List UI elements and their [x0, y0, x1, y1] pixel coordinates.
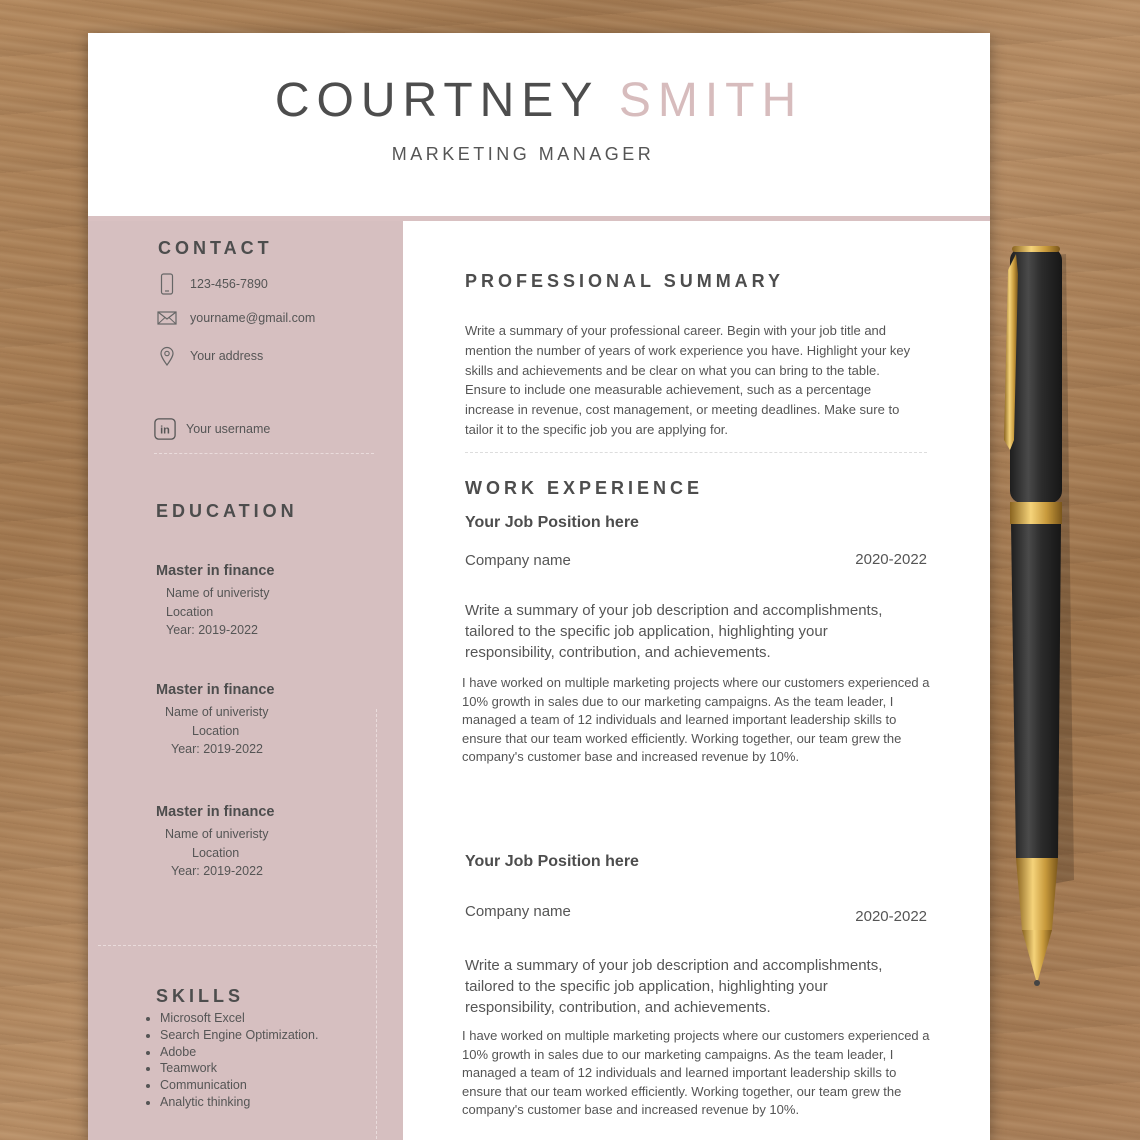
summary-divider — [465, 452, 927, 453]
job-position-1: Your Job Position here — [465, 514, 639, 531]
contact-linkedin — [154, 418, 270, 440]
degree: Master in finance — [156, 682, 275, 698]
sidebar-vertical-divider — [376, 709, 377, 1139]
skills-list — [146, 1010, 318, 1111]
university: Name of univeristy — [165, 827, 269, 841]
full-name — [88, 73, 990, 128]
resume-header — [88, 33, 990, 216]
job-details-2: I have worked on multiple marketing projects where our customers experienced a 10% growth in sales due to our marketing campaigns. As the team leader, I managed a team of 12 individuals and learned important leadership skills to ensure that our team worked efficiently. Working together, our team grew the company's customer base and increased revenue by 10%. — [462, 1028, 930, 1117]
skill-item: • Analytic thinking — [160, 1094, 318, 1111]
skill-item: • Adobe — [160, 1044, 318, 1061]
job-details-1: I have worked on multiple marketing projects where our customers experienced a 10% growth in sales due to our marketing campaigns. As the team leader, I managed a team of 12 individuals and learned important leadership skills to ensure that our team worked efficiently. Working together, our team grew the company's customer base and increased revenue by 10%. — [462, 675, 930, 764]
education-heading: EDUCATION — [156, 501, 298, 521]
education-item-1 — [156, 563, 356, 640]
sidebar — [88, 221, 403, 1140]
contact-phone — [156, 273, 268, 295]
pen-image — [990, 240, 1100, 1000]
first-name: COURTNEY — [274, 74, 599, 127]
year: Year: 2019-2022 — [166, 623, 258, 637]
resume-page — [88, 33, 990, 1140]
company-name-1: Company name — [465, 552, 571, 569]
location: Location — [192, 845, 240, 860]
contact-divider — [154, 453, 374, 454]
svg-text:in: in — [160, 424, 170, 437]
summary-text: Write a summary of your professional career. Begin with your job title and mention the number of years of work experience you have. Highlight your key skills and achievements and be clear on what you can bring to the table. Ensure to include one measurable achievement, such as a percentage increase in revenue, cost management, or meeting deadlines. Make sure to tailor it to the specific job you are applying for. — [465, 323, 911, 437]
contact-email — [156, 307, 315, 329]
skill-item: • Communication — [160, 1077, 318, 1094]
linkedin-text: Your username — [186, 422, 271, 436]
company-name-2: Company name — [465, 903, 571, 920]
skill-item: • Teamwork — [160, 1060, 318, 1077]
job-summary-1: Write a summary of your job description and accomplishments, tailored to the specific job application, highlighting your responsibility, contribution, and achievements. — [465, 602, 883, 661]
skill-item: • Search Engine Optimization. — [160, 1027, 318, 1044]
job-position-2: Your Job Position here — [465, 853, 639, 870]
job-years-2: 2020-2022 — [855, 908, 927, 925]
work-heading: WORK EXPERIENCE — [465, 478, 704, 498]
skill-item: • Microsoft Excel — [160, 1010, 318, 1027]
email-text: yourname@gmail.com — [190, 311, 316, 325]
contact-heading: CONTACT — [158, 238, 273, 258]
phone-icon — [156, 273, 178, 295]
address-text: Your address — [190, 349, 264, 363]
degree: Master in finance — [156, 804, 275, 820]
last-name: SMITH — [618, 74, 804, 127]
location: Location — [192, 723, 240, 738]
main-content — [403, 221, 990, 1140]
skills-heading: SKILLS — [156, 986, 245, 1006]
job-title: MARKETING MANAGER — [391, 144, 655, 164]
education-item-2 — [156, 682, 356, 759]
location: Location — [166, 604, 214, 619]
mail-icon — [156, 307, 178, 329]
year: Year: 2019-2022 — [171, 742, 263, 756]
university: Name of univeristy — [166, 586, 270, 600]
job-summary-2: Write a summary of your job description and accomplishments, tailored to the specific job application, highlighting your responsibility, contribution, and achievements. — [465, 957, 883, 1016]
job-years-1: 2020-2022 — [855, 551, 927, 568]
degree: Master in finance — [156, 563, 275, 579]
contact-address — [156, 345, 263, 367]
year: Year: 2019-2022 — [171, 864, 263, 878]
summary-heading: PROFESSIONAL SUMMARY — [465, 271, 785, 291]
university: Name of univeristy — [165, 705, 269, 719]
location-pin-icon — [156, 345, 178, 367]
education-divider — [98, 945, 376, 946]
education-item-3 — [156, 804, 356, 881]
phone-text: 123-456-7890 — [190, 277, 268, 291]
linkedin-icon — [154, 418, 176, 440]
